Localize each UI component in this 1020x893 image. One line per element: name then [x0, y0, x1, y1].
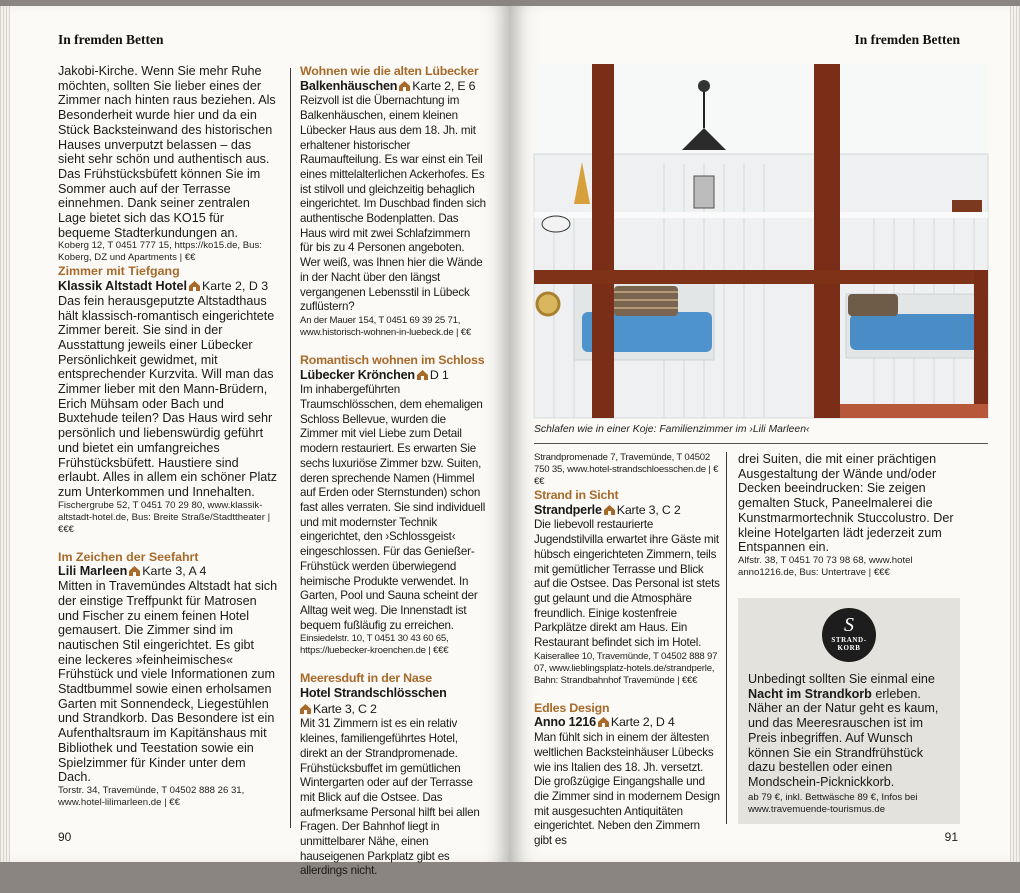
hotel-entry [58, 264, 278, 535]
hotel-name: Lübecker Krönchen [300, 367, 415, 382]
badge-text-2: KORB [837, 644, 861, 652]
hotel-entry [300, 671, 486, 879]
room-photo [534, 64, 988, 418]
map-reference: Karte 2, D 3 [202, 279, 269, 294]
running-head: In fremden Betten [58, 32, 164, 47]
entry-kicker: Edles Design [534, 700, 610, 715]
left-column-1 [58, 64, 278, 823]
right-column-1 [534, 452, 720, 863]
entry-kicker: Romantisch wohnen im Schloss [300, 352, 485, 367]
entry-kicker: Strand in Sicht [534, 488, 619, 502]
column-divider [726, 452, 727, 824]
infobox-text-before: Unbedingt sollten Sie einmal eine [748, 672, 935, 686]
infobox-text [748, 672, 950, 790]
strandkorb-badge-icon [822, 608, 876, 662]
entry-text: drei Suiten, die mit einer prächtigen Ausgestaltung der Wände und/oder Decken beeindrucken: Sie zeigen gemalten Stuck, Paneelmalerei die Kunstmarmortechnik Stuccolustro. Der kleine Hotelgarten lädt jederzeit zum Entspannen ein. [738, 452, 954, 555]
entry-text: Mit 31 Zimmern ist es ein relativ kleines, familiengeführtes Hotel, direkt an der Strandpromenade. Frühstücksbuffet im gemütlichen Wintergarten oder auf der Terrasse mit Blick auf die Ostsee. Das aufmerksame Personal hilft bei allen Fragen. Der Bahnhof liegt in unmittelbarer Nähe, einen hauseigenen Parkplatz gibt es allerdings nicht. [300, 717, 480, 878]
house-icon [189, 281, 200, 291]
hotel-entry [534, 701, 720, 849]
house-icon [300, 704, 311, 714]
entry-text: Reizvoll ist die Übernachtung im Balkenhäuschen, einem kleinen Lübecker Haus aus dem 18. Jh. mit erhaltener historischer Raumaufteilung. Es war einst ein Teil eines mittelalterlichen Ackerhofes. Es ist stilvoll und gleichzeitig behaglich eingerichtet. Im Duschbad finden sich authentische Bodenplatten. Das Haus wird mit zwei Schlafzimmern für bis zu 4 Personen angeboten. Wer weiß, was Ihnen hier die Wände in der Nacht über den längst vergangenen Lebensstil in Lübeck zuflüstern? [300, 94, 486, 314]
badge-text-1: STRAND- [831, 636, 867, 644]
bunk-room-illustration [534, 64, 988, 418]
right-page [510, 6, 1010, 862]
page-number: 90 [58, 830, 72, 844]
entry-kicker: Meeresduft in der Nase [300, 671, 432, 686]
column-divider [290, 68, 291, 828]
badge-letter: S [844, 614, 854, 636]
map-reference: Karte 3, C 2 [616, 502, 681, 517]
hotel-name: Strandperle [534, 502, 602, 517]
address-line: Torstr. 34, Travemünde, T 04502 888 26 31, www.hotel-lilimarleen.de | €€ [58, 784, 245, 808]
hotel-entry [58, 550, 278, 809]
entry-text: Die liebevoll restaurierte Jugendstilvilla erwartet ihre Gäste mit hübsch eingerichteten Zimmern, teils mit gemütlicher Terrasse und Blick auf die Ostsee. Das Personal ist stets gut gelaunt und die Atmosphäre freundlich. Einige kostenfreie Parkplätze direkt am Haus. Ein Restaurant befindet sich im Hotel. [534, 518, 720, 650]
hotel-entry [300, 353, 486, 657]
hotel-name: Lili Marleen [58, 564, 128, 579]
infobox-text-bold: Nacht im Strandkorb [748, 686, 872, 701]
entry-kicker: Zimmer mit Tiefgang [58, 264, 180, 279]
address-line: Alfstr. 38, T 0451 70 73 98 68, www.hotel anno1216.de, Bus: Untertrave | €€€ [738, 554, 913, 578]
entry-text: Das fein herausgeputzte Altstadthaus hält klassisch-romantisch eingerichtete Zimmer bereit. Sie sind in der Ausstattung jeweils einer Lübecker Persönlichkeit gewidmet, mit entsprechender Kurzvita. Will man das Zimmer lieber mit den Mann-Brüdern, Erich Mühsam oder Bach und Buxtehude teilen? Das Haus wird sehr persönlich und liebenswürdig geführt und bietet ein umfangreiches Frühstücksbüfett. Haustiere sind erlaubt. Alles in allem ein schöner Platz zum Unterkommen und Innehalten. [58, 293, 278, 499]
map-reference: Karte 3, C 2 [313, 701, 377, 716]
address-line: An der Mauer 154, T 0451 69 39 25 71, www.historisch-wohnen-in-luebeck.de | €€ [300, 314, 471, 338]
entry-kicker: Im Zeichen der Seefahrt [58, 549, 199, 564]
map-reference: Karte 2, D 4 [610, 715, 675, 730]
hotel-entry [534, 488, 720, 687]
address-line: Fischergrube 52, T 0451 70 29 80, www.klassik-altstadt-hotel.de, Bus: Breite Straße/Stadttheater | €€€ [58, 499, 271, 535]
house-icon [604, 505, 615, 515]
entry-text: Man fühlt sich in einem der ältesten weltlichen Backsteinhäuser Lübecks wie ins Italien des 18. Jh. versetzt. Die großzügige Eingangshalle und die Zimmer sind in modernem Design mit ausgesuchten Antiquitäten eingerichtet. Neben den Zimmern gibt es [534, 731, 720, 848]
address-line: Koberg 12, T 0451 777 15, https://ko15.de, Bus: Koberg, DZ und Apartments | €€ [58, 240, 262, 264]
address-line: Strandpromenade 7, Travemünde, T 04502 750 35, www.hotel-strandschloesschen.de | €€€ [534, 452, 719, 487]
hotel-name: Hotel Strandschlösschen [300, 686, 447, 701]
page-number: 91 [944, 830, 958, 844]
hotel-name: Balkenhäuschen [300, 78, 398, 93]
running-head: In fremden Betten [854, 32, 960, 47]
house-icon [417, 370, 428, 380]
left-page [10, 6, 510, 878]
right-column-2 [738, 452, 960, 579]
map-reference: D 1 [429, 367, 449, 382]
house-icon [598, 717, 609, 727]
address-line: Kaiserallee 10, Travemünde, T 04502 888 97 07, www.lieblingsplatz-hotels.de/strandperle, Bahn: Strandbahnhof Travemünde | €€€ [534, 650, 718, 686]
hotel-name: Klassik Altstadt Hotel [58, 279, 187, 294]
house-icon [129, 566, 140, 576]
book-edge-left [0, 6, 10, 862]
book-edge-right [1010, 6, 1020, 862]
entry-text: Im inhabergeführten Traumschlösschen, dem ehemaligen Schloss Bellevue, wurden die Zimmer mit viel Liebe zum Detail modern restauriert. Es erwarten Sie sechs luxuriöse Zimmer bzw. Suiten, deren sprechende Namen (Himmel auf Erden oder Sternstunden) schon fast alles verraten. Sie sind individuell und mit modernster Technik eingerichtet, den ›Schlossgeist‹ eingeschlossen. Für das Genießer-Frühstück werden überwiegend heimische Produkte verwendet. In Garten, Pool und Sauna scheint der Alltag weit weg. Die Innenstadt ist bequem fußläufig zu erreichen. [300, 383, 486, 632]
entry-kicker: Wohnen wie die alten Lübecker [300, 64, 479, 78]
left-column-2 [300, 64, 486, 893]
address-line: Einsiedelstr. 10, T 0451 30 43 60 65, https://luebecker-kroenchen.de | €€€ [300, 633, 449, 657]
map-reference: Karte 2, E 6 [412, 78, 476, 93]
caption-rule [534, 443, 988, 444]
hotel-entry [300, 64, 486, 339]
hotel-name: Anno 1216 [534, 715, 596, 730]
infobox-text-after: erleben. Näher an der Natur geht es kaum, und das Meeresrauschen ist im Preis inbegriffen. Auf Wunsch können Sie ein Strandfrühstück dazu bestellen oder einen Mondschein-Picknickkorb. [748, 686, 939, 789]
entry-text: Mitten in Travemündes Altstadt hat sich der einstige Treffpunkt für Matrosen und Fischer zu einem feinen Hotel gemausert. Die Zimmer sind im nautischen Stil eingerichtet. Es gibt eine leckeres »feinheimisches« Frühstück und viele Informationen zum Stadtbummel sowie einen erholsamen Garten mit Sonnendeck, Liegestühlen und Strandkorb. Das Besondere ist ein Aufenthaltsraum im Kapitänshaus mit Bibliothek und Teestation sowie ein Spielzimmer für Kinder unter dem Dach. [58, 579, 278, 785]
map-reference: Karte 3, A 4 [142, 564, 207, 579]
photo-caption: Schlafen wie in einer Koje: Familienzimmer im ›Lili Marleen‹ [534, 424, 810, 435]
infobox-small-print: ab 79 €, inkl. Bettwäsche 89 €, Infos bei www.travemuende-tourismus.de [748, 791, 918, 815]
intro-text: Jakobi-Kirche. Wenn Sie mehr Ruhe möchten, sollten Sie lieber eines der Zimmer nach hinten raus beziehen. Als Besonderheit wurde hier und da ein Stück Backsteinwand des historischen Hauses unverputzt belassen – das sieht sehr schön und authentisch aus. Das Frühstücksbüfett können Sie im Sommer auch auf der Terrasse einnehmen. Dank seiner zentralen Lage bietet sich das KO15 für bequeme Stadterkundungen an. [58, 64, 276, 240]
strandkorb-infobox [738, 598, 960, 824]
house-icon [399, 81, 410, 91]
